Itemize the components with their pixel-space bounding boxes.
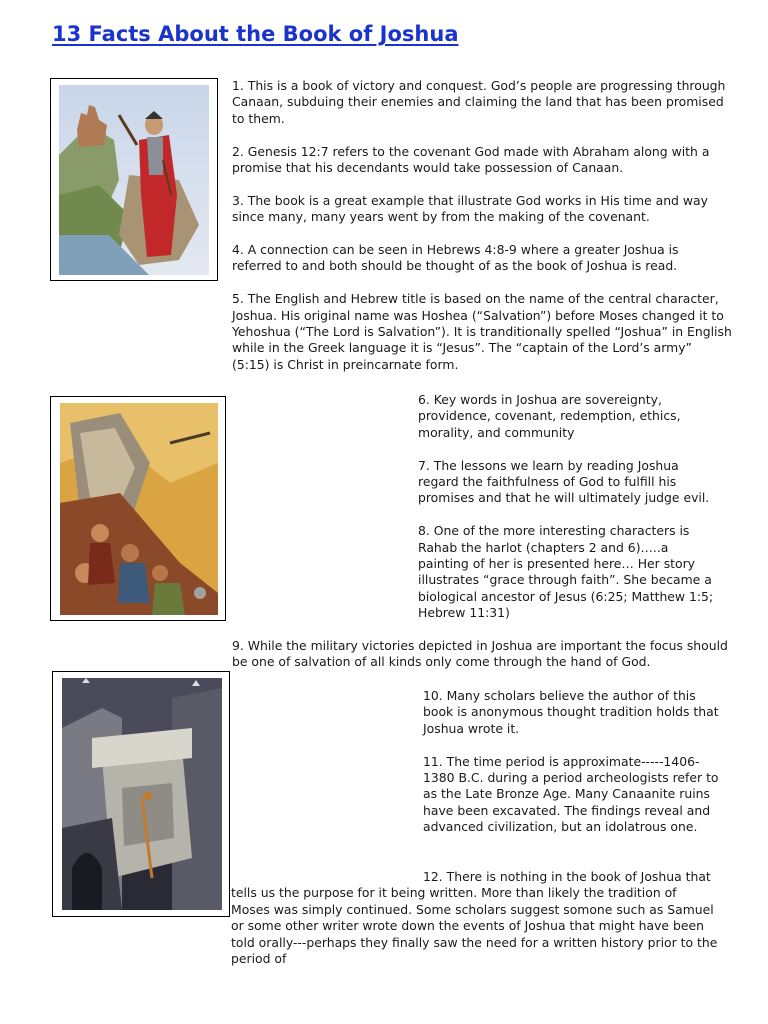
fact-3: 3. The book is a great example that illustrate God works in His time and way since many, many years went by from the making of the covenant. [232,192,708,225]
city-wall-illustration-frame [52,671,230,917]
battle-painting [60,403,218,615]
facts-block-3 [232,638,732,687]
facts-block-2 [418,392,720,638]
fact-6: 6. Key words in Joshua are sovereignty, providence, covenant, redemption, ethics, morality, and community [418,392,681,440]
fact-10: 10. Many scholars believe the author of this book is anonymous thought tradition holds that Joshua wrote it. [423,688,719,736]
facts-block-4 [423,688,723,852]
fact-11: 11. The time period is approximate-----1406-1380 B.C. during a period archeologists refer to as the Late Bronze Age. Many Canaanite ruins have been excavated. The findings reveal and advanced civilization, but an idolatrous one. [423,753,719,835]
joshua-illustration-frame [50,78,218,281]
battle-illustration-frame [50,396,226,621]
fact-2: 2. Genesis 12:7 refers to the covenant God made with Abraham along with a promise that his decendants would take possession of Canaan. [232,143,710,176]
facts-block-5 [231,869,718,967]
page-title: 13 Facts About the Book of Joshua [52,22,459,46]
facts-block-1 [232,78,732,390]
fact-12: 12. There is nothing in the book of Joshua that tells us the purpose for it being written. More than likely the tradition of Moses was simply continued. Some scholars suggest somone such as Samuel or some other writer wrote down the events of Joshua that might have been told orally---perhaps they finally saw the need for a written history prior to the period of [231,869,718,967]
fact-7: 7. The lessons we learn by reading Joshua regard the faithfulness of God to fulfill his promises and that he will ultimately judge evil. [418,457,710,506]
fact-8: 8. One of the more interesting characters is Rahab the harlot (chapters 2 and 6)…..a painting of her is presented here… Her story illustrates “grace through faith”. She became a biological ancestor of Jesus (6:25; Matthew 1:5; Hebrew 11:31) [418,523,714,621]
city-wall-painting [62,678,222,910]
fact-5: 5. The English and Hebrew title is based on the name of the central character, Joshua. His original name was Hoshea (“Salvation”) before Moses changed it to Yehoshua (“The Lord is Salvation”). It is tranditionally spelled “Joshua” in English while in the Greek language it is “Jesus”. The “captain of the Lord’s army” (5:15) is Christ in preincarnate form. [232,291,732,372]
joshua-painting [59,85,209,275]
fact-9: 9. While the military victories depicted in Joshua are important the focus should be one of salvation of all kinds only come through the hand of God. [232,638,728,670]
fact-1: 1. This is a book of victory and conquest. God’s people are progressing through Canaan, subduing their enemies and claiming the land that has been promised to them. [232,78,726,126]
fact-4: 4. A connection can be seen in Hebrews 4:8-9 where a greater Joshua is referred to and both should be thought of as the book of Joshua is read. [232,242,679,274]
